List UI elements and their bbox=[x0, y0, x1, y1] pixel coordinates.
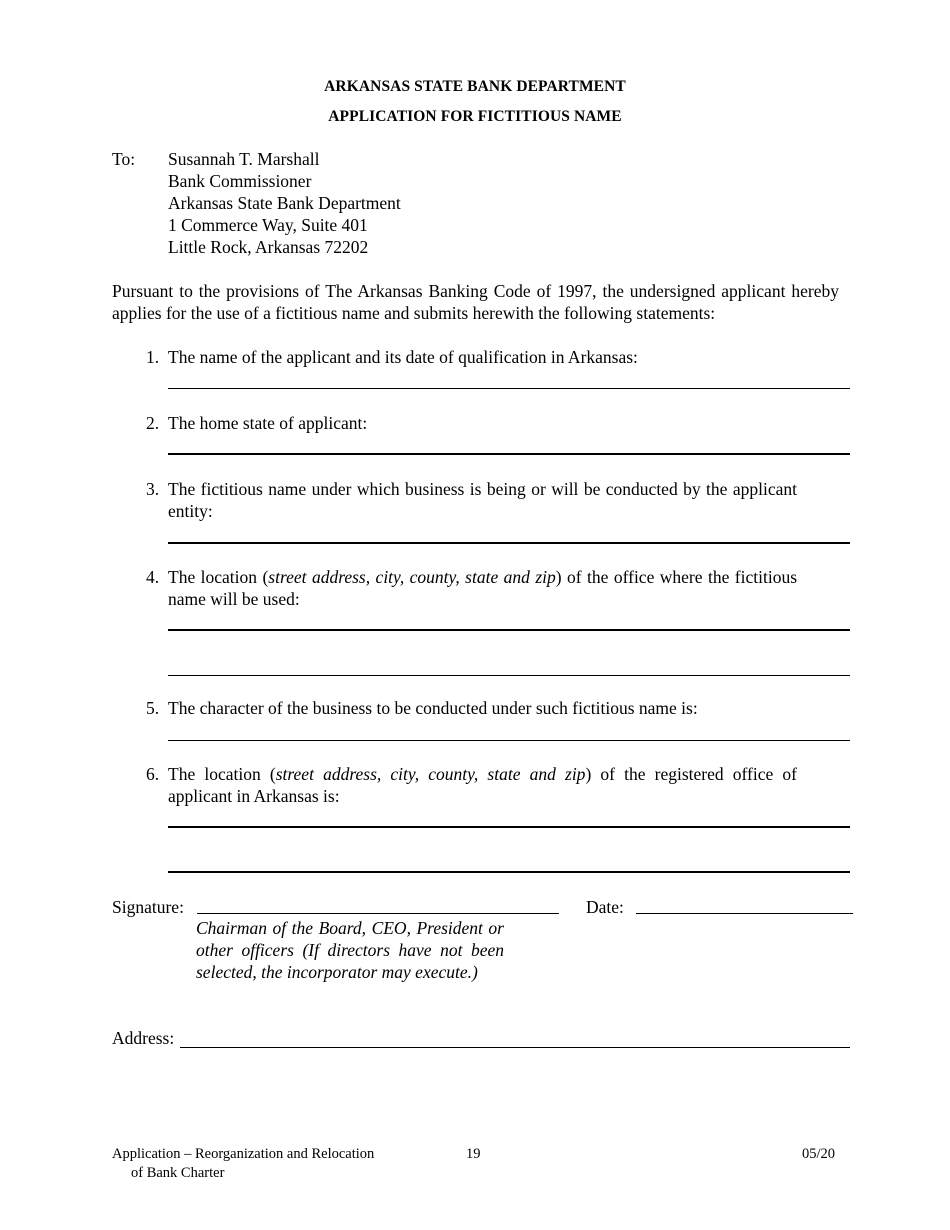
addressee-block bbox=[168, 148, 401, 258]
footer-title-line2: of Bank Charter bbox=[131, 1165, 225, 1181]
answer-line-1[interactable] bbox=[168, 388, 850, 389]
address-line[interactable] bbox=[180, 1047, 850, 1048]
addressee-organization: Arkansas State Bank Department bbox=[168, 193, 401, 213]
item-number: 4. bbox=[146, 567, 160, 587]
item-number: 6. bbox=[146, 764, 160, 784]
answer-line-6b[interactable] bbox=[168, 871, 850, 873]
item-number: 5. bbox=[146, 698, 160, 718]
answer-line-5[interactable] bbox=[168, 740, 850, 741]
page-number: 19 bbox=[466, 1146, 481, 1162]
department-title: ARKANSAS STATE BANK DEPARTMENT bbox=[324, 78, 626, 95]
item-text: The location (street address, city, county, state and zip) of the office where the fictitious name will be used: bbox=[168, 567, 797, 609]
signature-line[interactable] bbox=[197, 913, 559, 914]
answer-line-2[interactable] bbox=[168, 453, 850, 455]
addressee-city: Little Rock, Arkansas 72202 bbox=[168, 237, 369, 257]
addressee-name: Susannah T. Marshall bbox=[168, 149, 320, 169]
addressee-title: Bank Commissioner bbox=[168, 171, 312, 191]
footer-left bbox=[112, 1145, 374, 1183]
answer-line-4b[interactable] bbox=[168, 675, 850, 676]
intro-paragraph: Pursuant to the provisions of The Arkansas Banking Code of 1997, the undersigned applicant hereby applies for the use of a fictitious name and submits herewith the following statements: bbox=[112, 281, 839, 323]
item-text: The fictitious name under which business is being or will be conducted by the applicant entity: bbox=[168, 479, 797, 521]
to-label: To: bbox=[112, 149, 136, 169]
address-label: Address: bbox=[112, 1028, 175, 1048]
date-line[interactable] bbox=[636, 913, 853, 914]
footer-title-line1: Application – Reorganization and Relocation bbox=[112, 1146, 375, 1162]
answer-line-6a[interactable] bbox=[168, 826, 850, 828]
item-text: The name of the applicant and its date of qualification in Arkansas: bbox=[168, 347, 638, 367]
item-number: 1. bbox=[146, 347, 160, 367]
item-text: The location (street address, city, county, state and zip) of the registered office of applicant in Arkansas is: bbox=[168, 764, 798, 806]
item-text: The home state of applicant: bbox=[168, 413, 368, 433]
signature-label: Signature: bbox=[112, 897, 184, 917]
form-title: APPLICATION FOR FICTITIOUS NAME bbox=[328, 108, 622, 125]
revision-date: 05/20 bbox=[802, 1146, 836, 1162]
answer-line-3[interactable] bbox=[168, 542, 850, 544]
date-label: Date: bbox=[586, 897, 624, 917]
item-number: 2. bbox=[146, 413, 160, 433]
item-text: The character of the business to be conducted under such fictitious name is: bbox=[168, 698, 698, 718]
addressee-street: 1 Commerce Way, Suite 401 bbox=[168, 215, 368, 235]
answer-line-4a[interactable] bbox=[168, 629, 850, 631]
signature-note: Chairman of the Board, CEO, President or other officers (If directors have not been selected, the incorporator may execute.) bbox=[196, 918, 504, 982]
item-number: 3. bbox=[146, 479, 160, 499]
